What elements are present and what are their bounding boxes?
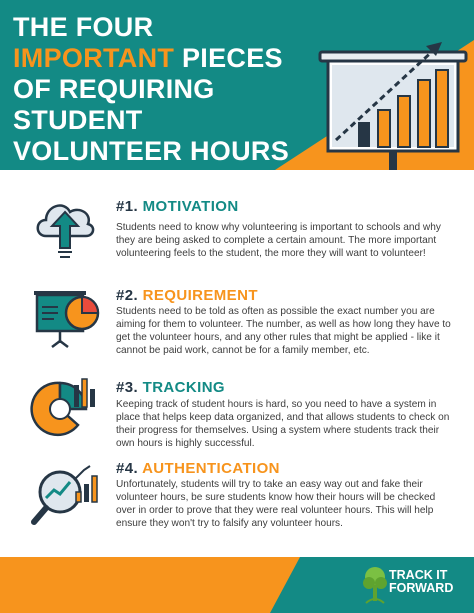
- section-authentication: [0, 458, 474, 538]
- logo-line-1: TRACK IT: [389, 568, 448, 582]
- presentation-board-rising-chart-icon: [318, 30, 468, 170]
- section-body: Students need to know why volunteering is important to schools and why they are being asked to complete a certain amount. The more important volunteering feels to the student, the more they will want to volunteer!: [116, 222, 441, 260]
- title-line-5: VOLUNTEER HOURS: [13, 136, 290, 166]
- brand-logo[interactable]: [362, 563, 472, 609]
- section-number: #2.: [116, 287, 139, 304]
- section-heading: [116, 379, 225, 396]
- section-number: #1.: [116, 198, 139, 215]
- section-heading: [116, 198, 239, 215]
- title-line-4: STUDENT: [13, 105, 143, 135]
- section-heading: [116, 287, 258, 304]
- pie-chart-bars-icon: [30, 375, 100, 445]
- section-number: #4.: [116, 460, 139, 477]
- title-line-2-rest: PIECES: [174, 43, 283, 73]
- section-name: TRACKING: [142, 379, 226, 396]
- cloud-upload-icon: [30, 192, 100, 262]
- section-number: #3.: [116, 379, 139, 396]
- section-heading: [116, 460, 280, 477]
- title-line-3: OF REQUIRING: [13, 74, 215, 104]
- section-body: Unfortunately, students will try to take an easy way out and fake their volunteer hours, be sure students know how their hours will be checked over in order to prove that they were real volunteer hours. This will help ensure they won't try to falsify any volunteer hours.: [116, 479, 436, 530]
- page-title: [13, 12, 289, 167]
- section-name: AUTHENTICATION: [142, 460, 280, 477]
- magnifier-chart-icon: [30, 462, 100, 532]
- title-line-1: THE FOUR: [13, 12, 154, 42]
- footer-banner: [0, 557, 474, 613]
- logo-line-2: FORWARD: [389, 581, 454, 595]
- section-motivation: [0, 192, 474, 272]
- section-body: Keeping track of student hours is hard, so you need to have a system in place that helps keep data organized, and that allows students to check on their progress for themselves. Using a system where students track their own hours is highly successful.: [116, 399, 450, 450]
- tree-logo-icon: [362, 565, 388, 605]
- presentation-pie-chart-icon: [30, 283, 100, 353]
- section-name: REQUIREMENT: [142, 287, 258, 304]
- title-accent-word: IMPORTANT: [13, 43, 175, 73]
- logo-wordmark: [389, 569, 453, 595]
- section-requirement: [0, 283, 474, 363]
- section-name: MOTIVATION: [142, 198, 239, 215]
- section-tracking: [0, 375, 474, 455]
- section-body: Students need to be told as often as possible the exact number you are aiming for them to volunteer. The number, as well as how long they have to get the volunteer hours, and any other rules that might be applied - like it cannot be paid work, cannot be for a family member, etc.: [116, 306, 451, 357]
- header-banner: [0, 0, 474, 170]
